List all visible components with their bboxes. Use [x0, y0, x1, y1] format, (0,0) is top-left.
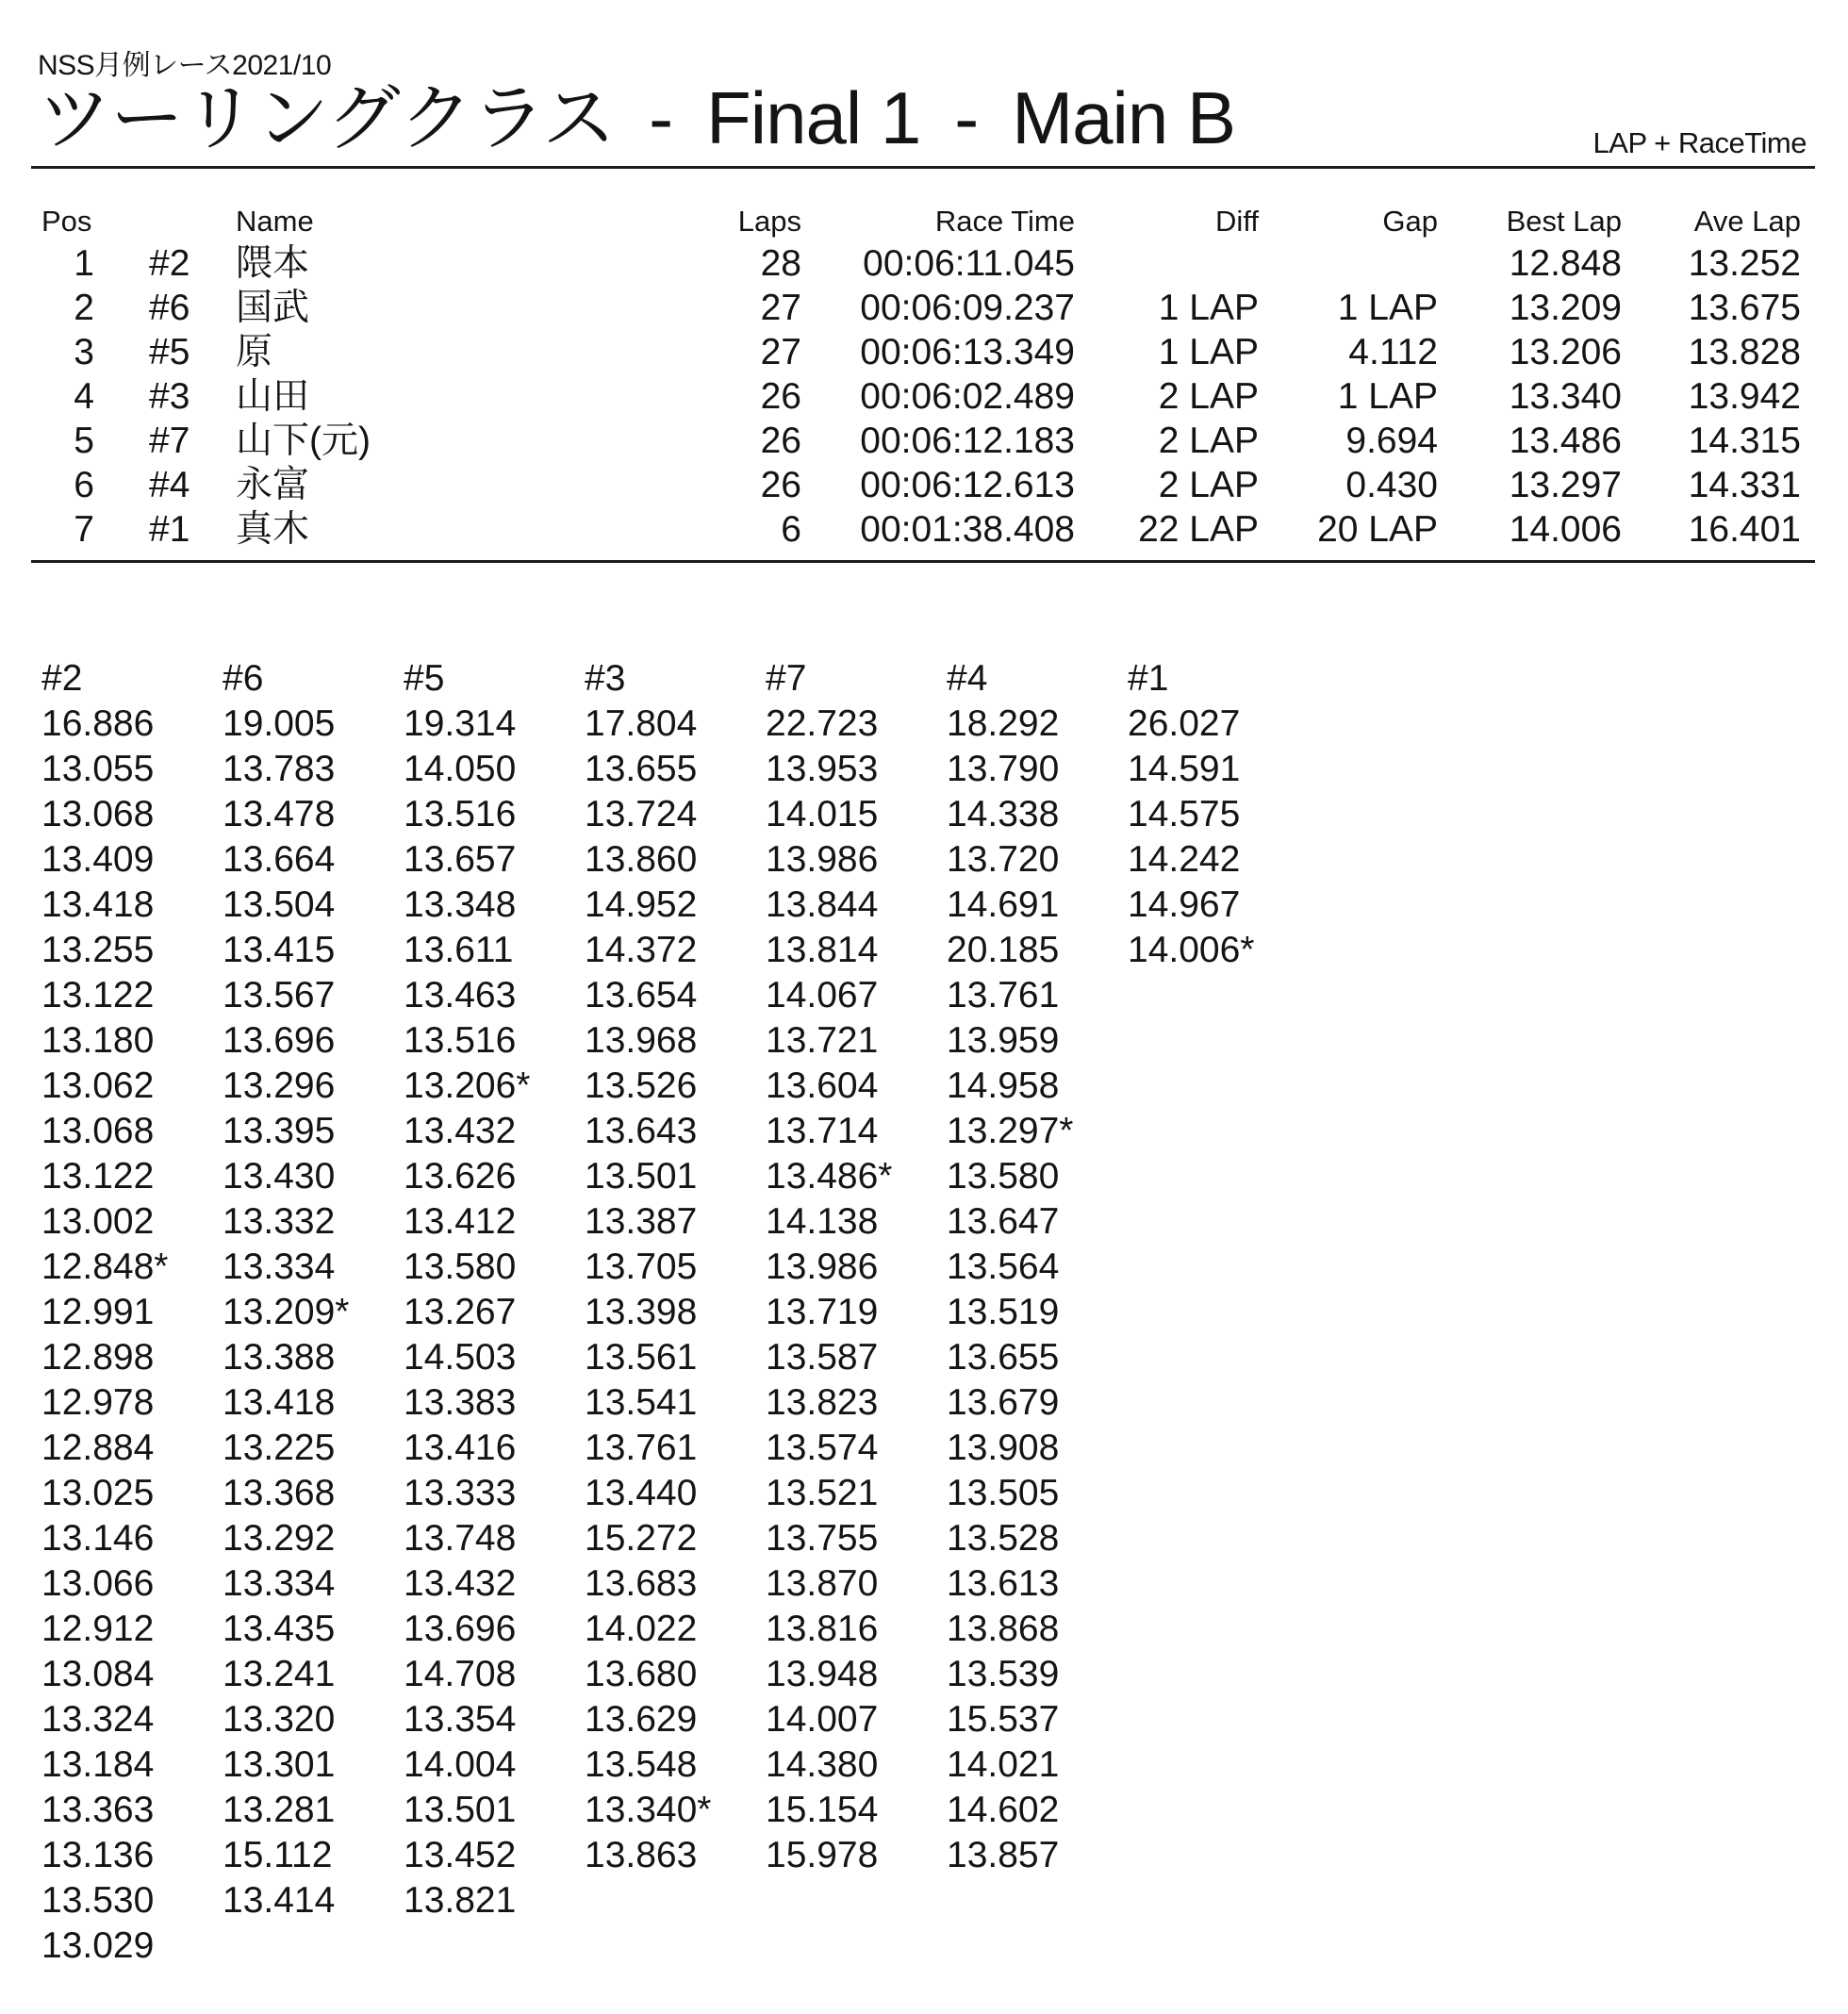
result-ave-lap: 16.401	[1688, 509, 1801, 550]
header-name: Name	[236, 205, 314, 238]
lap-time: 13.501	[404, 1790, 517, 1830]
lap-time: 13.968	[585, 1020, 698, 1061]
result-name: 国武	[236, 288, 310, 328]
lap-time: 13.655	[585, 749, 698, 789]
lap-time: 13.297*	[947, 1111, 1074, 1151]
lap-time: 13.267	[404, 1292, 517, 1332]
lap-time: 15.978	[766, 1835, 879, 1875]
lap-time: 13.296	[223, 1065, 336, 1106]
lap-time: 13.629	[585, 1699, 698, 1740]
lap-time: 13.654	[585, 975, 698, 1015]
title-separator: -	[649, 76, 673, 159]
lap-time: 13.721	[766, 1020, 879, 1061]
lap-time: 14.591	[1128, 749, 1241, 789]
result-car: #6	[149, 288, 190, 328]
lap-time: 13.146	[41, 1518, 155, 1559]
lap-time: 17.804	[585, 703, 698, 744]
lap-time: 13.504	[223, 884, 336, 925]
lap-time: 19.005	[223, 703, 336, 744]
result-name: 真木	[236, 509, 310, 550]
lap-time: 13.332	[223, 1201, 336, 1242]
result-ave-lap: 14.331	[1688, 465, 1801, 505]
result-car: #7	[149, 421, 190, 461]
lap-column-header: #7	[766, 658, 807, 699]
header-laps: Laps	[737, 205, 801, 238]
lap-time: 13.664	[223, 839, 336, 880]
lap-time: 13.790	[947, 749, 1060, 789]
lap-time: 13.580	[404, 1246, 517, 1287]
result-row	[0, 241, 1848, 286]
lap-time: 13.719	[766, 1292, 879, 1332]
result-car: #2	[149, 243, 190, 284]
lap-column-header: #1	[1128, 658, 1169, 699]
results-body	[0, 241, 1848, 552]
lap-column-header: #3	[585, 658, 626, 699]
result-diff: 2 LAP	[1158, 421, 1259, 461]
result-best-lap: 13.297	[1509, 465, 1622, 505]
lap-time: 13.541	[585, 1382, 698, 1423]
lap-time: 13.415	[223, 930, 336, 970]
result-race-time: 00:06:13.349	[860, 332, 1075, 372]
result-best-lap: 13.206	[1509, 332, 1622, 372]
result-ave-lap: 13.942	[1688, 376, 1801, 417]
lap-time: 13.519	[947, 1292, 1060, 1332]
lap-time: 13.647	[947, 1201, 1060, 1242]
lap-time: 13.066	[41, 1563, 155, 1604]
lap-time: 13.986	[766, 839, 879, 880]
lap-time: 13.587	[766, 1337, 879, 1378]
lap-time: 13.225	[223, 1428, 336, 1468]
result-diff: 22 LAP	[1138, 509, 1259, 550]
lap-time: 13.478	[223, 794, 336, 834]
lap-time: 13.398	[585, 1292, 698, 1332]
lap-time: 13.857	[947, 1835, 1060, 1875]
event-name: NSS月例レース2021/10	[38, 50, 332, 81]
lap-time: 14.602	[947, 1790, 1060, 1830]
result-pos: 6	[74, 465, 94, 505]
lap-time: 13.320	[223, 1699, 336, 1740]
lap-time: 13.368	[223, 1473, 336, 1513]
lap-time: 13.501	[585, 1156, 698, 1197]
lap-time: 13.416	[404, 1428, 517, 1468]
header-ave-lap: Ave Lap	[1693, 205, 1801, 238]
lap-time: 14.708	[404, 1654, 517, 1694]
result-ave-lap: 13.252	[1688, 243, 1801, 284]
header-best-lap: Best Lap	[1506, 205, 1622, 238]
lap-time: 13.816	[766, 1609, 879, 1649]
result-gap: 1 LAP	[1337, 288, 1438, 328]
lap-time: 14.022	[585, 1609, 698, 1649]
divider-bottom	[31, 560, 1815, 563]
lap-time: 14.067	[766, 975, 879, 1015]
lap-time: 13.430	[223, 1156, 336, 1197]
lap-time: 13.761	[585, 1428, 698, 1468]
result-laps: 6	[781, 509, 801, 550]
lap-time: 13.530	[41, 1880, 155, 1921]
lap-time: 12.898	[41, 1337, 155, 1378]
lap-time: 19.314	[404, 703, 517, 744]
lap-time: 13.333	[404, 1473, 517, 1513]
result-car: #4	[149, 465, 190, 505]
lap-time: 14.503	[404, 1337, 517, 1378]
result-laps: 26	[760, 376, 801, 417]
lap-time: 13.696	[223, 1020, 336, 1061]
lap-time: 13.301	[223, 1744, 336, 1785]
result-name: 原	[236, 332, 273, 372]
lap-column	[766, 656, 947, 1969]
result-row	[0, 507, 1848, 552]
result-row	[0, 463, 1848, 507]
lap-time: 13.761	[947, 975, 1060, 1015]
result-diff: 2 LAP	[1158, 465, 1259, 505]
lap-time: 13.281	[223, 1790, 336, 1830]
lap-time: 13.292	[223, 1518, 336, 1559]
lap-time: 13.395	[223, 1111, 336, 1151]
lap-column	[404, 656, 585, 1969]
result-name: 永富	[236, 465, 310, 505]
results-header-row	[0, 202, 1848, 241]
lap-time: 13.180	[41, 1020, 155, 1061]
title-separator: -	[954, 76, 979, 159]
lap-time: 13.748	[404, 1518, 517, 1559]
lap-time: 13.136	[41, 1835, 155, 1875]
lap-time: 13.814	[766, 930, 879, 970]
lap-time: 13.870	[766, 1563, 879, 1604]
result-pos: 3	[74, 332, 94, 372]
lap-time: 13.821	[404, 1880, 517, 1921]
header-diff: Diff	[1215, 205, 1259, 238]
divider-top	[31, 166, 1815, 169]
title-class: ツーリングクラス	[38, 76, 616, 159]
lap-time: 13.657	[404, 839, 517, 880]
lap-time: 13.580	[947, 1156, 1060, 1197]
lap-time: 13.959	[947, 1020, 1060, 1061]
lap-time: 13.383	[404, 1382, 517, 1423]
lap-time: 13.334	[223, 1246, 336, 1287]
lap-time: 13.567	[223, 975, 336, 1015]
lap-time: 13.348	[404, 884, 517, 925]
result-car: #5	[149, 332, 190, 372]
lap-time: 14.691	[947, 884, 1060, 925]
result-pos: 1	[74, 243, 94, 284]
lap-time: 14.338	[947, 794, 1060, 834]
result-ave-lap: 13.675	[1688, 288, 1801, 328]
lap-time: 13.255	[41, 930, 155, 970]
result-race-time: 00:06:09.237	[860, 288, 1075, 328]
lap-time: 13.574	[766, 1428, 879, 1468]
lap-time: 15.537	[947, 1699, 1060, 1740]
lap-time: 16.886	[41, 703, 155, 744]
lap-time: 13.334	[223, 1563, 336, 1604]
lap-time: 13.516	[404, 1020, 517, 1061]
lap-column-header: #6	[223, 658, 264, 699]
result-pos: 5	[74, 421, 94, 461]
lap-time: 13.521	[766, 1473, 879, 1513]
lap-time: 14.050	[404, 749, 517, 789]
result-laps: 27	[760, 288, 801, 328]
result-best-lap: 12.848	[1509, 243, 1622, 284]
lap-time: 13.705	[585, 1246, 698, 1287]
lap-time: 13.720	[947, 839, 1060, 880]
lap-column	[41, 656, 223, 1969]
lap-times-grid	[41, 656, 1309, 1969]
result-row	[0, 330, 1848, 374]
lap-time: 20.185	[947, 930, 1060, 970]
result-diff: 1 LAP	[1158, 332, 1259, 372]
lap-time: 13.432	[404, 1563, 517, 1604]
result-car: #3	[149, 376, 190, 417]
result-diff: 1 LAP	[1158, 288, 1259, 328]
lap-time: 15.272	[585, 1518, 698, 1559]
lap-time: 13.564	[947, 1246, 1060, 1287]
lap-column	[223, 656, 404, 1969]
lap-time: 13.683	[585, 1563, 698, 1604]
lap-time: 13.604	[766, 1065, 879, 1106]
lap-time: 13.209*	[223, 1292, 350, 1332]
lap-time: 13.463	[404, 975, 517, 1015]
lap-time: 13.414	[223, 1880, 336, 1921]
lap-time: 13.548	[585, 1744, 698, 1785]
lap-time: 13.452	[404, 1835, 517, 1875]
lap-time: 13.354	[404, 1699, 517, 1740]
lap-time: 22.723	[766, 703, 879, 744]
lap-time: 14.242	[1128, 839, 1241, 880]
result-gap: 9.694	[1345, 421, 1438, 461]
lap-time: 13.986	[766, 1246, 879, 1287]
lap-time: 13.643	[585, 1111, 698, 1151]
lap-time: 18.292	[947, 703, 1060, 744]
result-race-time: 00:06:02.489	[860, 376, 1075, 417]
result-race-time: 00:06:12.183	[860, 421, 1075, 461]
lap-time: 13.611	[404, 930, 514, 970]
lap-time: 12.912	[41, 1609, 155, 1649]
result-laps: 28	[760, 243, 801, 284]
lap-time: 13.025	[41, 1473, 155, 1513]
result-laps: 26	[760, 465, 801, 505]
lap-time: 14.967	[1128, 884, 1241, 925]
lap-time: 13.526	[585, 1065, 698, 1106]
result-pos: 2	[74, 288, 94, 328]
title-main: Main B	[1012, 76, 1235, 159]
lap-time: 13.412	[404, 1201, 517, 1242]
result-gap: 20 LAP	[1317, 509, 1438, 550]
result-pos: 4	[74, 376, 94, 417]
lap-time: 26.027	[1128, 703, 1241, 744]
lap-time: 14.952	[585, 884, 698, 925]
result-ave-lap: 13.828	[1688, 332, 1801, 372]
header-gap: Gap	[1382, 205, 1438, 238]
lap-time: 13.696	[404, 1609, 517, 1649]
lap-time: 15.154	[766, 1790, 879, 1830]
lap-time: 13.068	[41, 1111, 155, 1151]
lap-time: 13.363	[41, 1790, 155, 1830]
lap-time: 13.655	[947, 1337, 1060, 1378]
result-name: 山田	[236, 376, 310, 417]
lap-time: 13.206*	[404, 1065, 531, 1106]
lap-time: 14.372	[585, 930, 698, 970]
lap-time: 13.409	[41, 839, 155, 880]
lap-time: 13.613	[947, 1563, 1060, 1604]
result-best-lap: 13.486	[1509, 421, 1622, 461]
lap-time: 13.860	[585, 839, 698, 880]
result-pos: 7	[74, 509, 94, 550]
lap-time: 14.575	[1128, 794, 1241, 834]
lap-time: 13.084	[41, 1654, 155, 1694]
lap-time: 13.528	[947, 1518, 1060, 1559]
result-race-time: 00:06:11.045	[863, 243, 1075, 284]
result-laps: 26	[760, 421, 801, 461]
lap-time: 13.783	[223, 749, 336, 789]
lap-time: 12.991	[41, 1292, 155, 1332]
lap-time: 13.435	[223, 1609, 336, 1649]
page-title	[38, 75, 1235, 160]
lap-time: 13.948	[766, 1654, 879, 1694]
result-race-time: 00:01:38.408	[860, 509, 1075, 550]
lap-time: 14.138	[766, 1201, 879, 1242]
result-best-lap: 13.209	[1509, 288, 1622, 328]
lap-time: 13.516	[404, 794, 517, 834]
lap-time: 12.978	[41, 1382, 155, 1423]
lap-time: 13.953	[766, 749, 879, 789]
result-gap: 0.430	[1345, 465, 1438, 505]
lap-column	[1128, 656, 1309, 1969]
lap-time: 13.340*	[585, 1790, 712, 1830]
result-best-lap: 14.006	[1509, 509, 1622, 550]
lap-time: 14.958	[947, 1065, 1060, 1106]
result-row	[0, 374, 1848, 419]
lap-time: 14.380	[766, 1744, 879, 1785]
result-name: 隈本	[236, 243, 310, 284]
lap-column	[947, 656, 1128, 1969]
title-final: Final 1	[706, 76, 921, 159]
lap-time: 13.755	[766, 1518, 879, 1559]
lap-time: 13.561	[585, 1337, 698, 1378]
lap-time: 13.418	[41, 884, 155, 925]
lap-time: 13.626	[404, 1156, 517, 1197]
lap-time: 14.015	[766, 794, 879, 834]
header-pos: Pos	[41, 205, 92, 238]
lap-time: 12.884	[41, 1428, 155, 1468]
lap-time: 13.002	[41, 1201, 155, 1242]
result-race-time: 00:06:12.613	[860, 465, 1075, 505]
result-laps: 27	[760, 332, 801, 372]
result-diff: 2 LAP	[1158, 376, 1259, 417]
result-car: #1	[149, 509, 190, 550]
lap-time: 13.055	[41, 749, 155, 789]
result-best-lap: 13.340	[1509, 376, 1622, 417]
lap-time: 13.679	[947, 1382, 1060, 1423]
lap-time: 13.068	[41, 794, 155, 834]
lap-column-header: #4	[947, 658, 988, 699]
lap-time: 13.387	[585, 1201, 698, 1242]
lap-column-header: #5	[404, 658, 445, 699]
lap-time: 13.241	[223, 1654, 336, 1694]
lap-time: 13.122	[41, 975, 155, 1015]
lap-time: 13.505	[947, 1473, 1060, 1513]
lap-time: 13.440	[585, 1473, 698, 1513]
lap-time: 13.418	[223, 1382, 336, 1423]
result-name: 山下(元)	[236, 421, 371, 461]
lap-time: 13.122	[41, 1156, 155, 1197]
result-row	[0, 286, 1848, 330]
result-gap: 4.112	[1348, 332, 1438, 372]
lap-time: 13.432	[404, 1111, 517, 1151]
lap-time: 13.388	[223, 1337, 336, 1378]
lap-time: 13.908	[947, 1428, 1060, 1468]
lap-time: 13.863	[585, 1835, 698, 1875]
lap-time: 13.724	[585, 794, 698, 834]
result-ave-lap: 14.315	[1688, 421, 1801, 461]
lap-time: 13.823	[766, 1382, 879, 1423]
scoring-format: LAP + RaceTime	[1592, 126, 1807, 159]
lap-time: 14.007	[766, 1699, 879, 1740]
lap-time: 13.539	[947, 1654, 1060, 1694]
lap-time: 13.184	[41, 1744, 155, 1785]
results-table	[0, 202, 1848, 552]
lap-time: 14.004	[404, 1744, 517, 1785]
result-gap: 1 LAP	[1337, 376, 1438, 417]
lap-column	[585, 656, 766, 1969]
lap-time: 13.324	[41, 1699, 155, 1740]
result-row	[0, 419, 1848, 463]
lap-time: 15.112	[223, 1835, 333, 1875]
lap-time: 12.848*	[41, 1246, 169, 1287]
lap-time: 13.714	[766, 1111, 879, 1151]
header-race-time: Race Time	[934, 205, 1075, 238]
lap-time: 14.021	[947, 1744, 1060, 1785]
lap-time: 13.062	[41, 1065, 155, 1106]
lap-time: 13.868	[947, 1609, 1060, 1649]
lap-time: 14.006*	[1128, 930, 1255, 970]
lap-time: 13.844	[766, 884, 879, 925]
lap-time: 13.486*	[766, 1156, 893, 1197]
lap-column-header: #2	[41, 658, 83, 699]
lap-time: 13.029	[41, 1925, 155, 1966]
lap-time: 13.680	[585, 1654, 698, 1694]
